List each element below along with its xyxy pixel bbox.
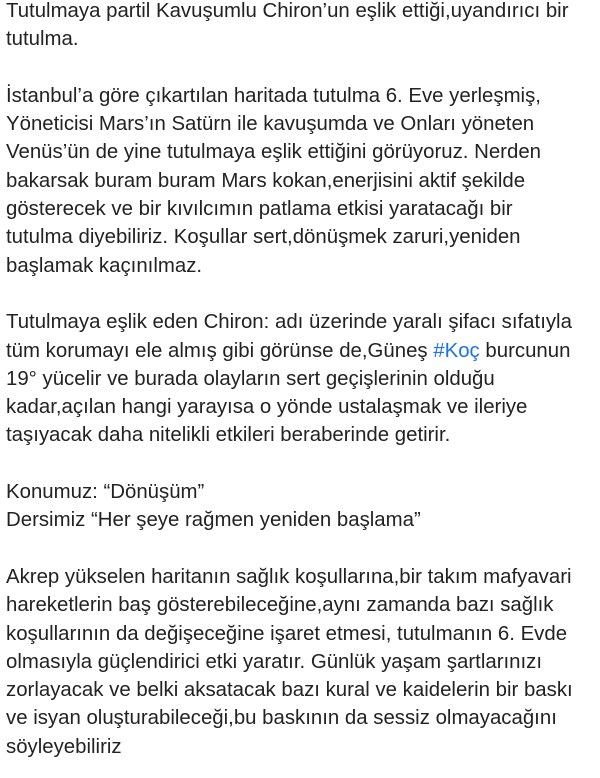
text-line: Venüs’ün de yine tutulmaya eşlik ettiğini görüyoruz. Nerden xyxy=(6,141,541,164)
topic-line: Konumuz: “Dönüşüm” xyxy=(6,481,205,504)
text-line-with-hashtag xyxy=(6,337,592,365)
text-line: zorlayacak ve belki aksatacak bazı kural ve kaidelerin bir baskı xyxy=(6,679,573,702)
text-line: İstanbul’a göre çıkartılan haritada tutulma 6. Eve yerleşmiş, xyxy=(6,84,541,107)
text-line: tutulma. xyxy=(6,28,79,51)
text-line: Tutulmaya eşlik eden Chiron: adı üzerinde yaralı şifacı sıfatıyla xyxy=(6,311,572,334)
text-line: Tutulmaya partil Kavuşumlu Chiron’un eşlik ettiği,uyandırıcı bir xyxy=(6,0,569,22)
text-line: Yöneticisi Mars’ın Satürn ile kavuşumda ve Onları yöneten xyxy=(6,113,535,136)
paragraph-eclipse-intro xyxy=(6,0,592,54)
text-line: söyleyebiliriz xyxy=(6,735,122,758)
text-line: ve isyan oluşturabileceği,bu baskının da sessiz olmayacağını xyxy=(6,707,557,730)
text-line: kadar,açılan hangi yarayısa o yönde ustalaşmak ve ileriye xyxy=(6,396,528,419)
paragraph-scorpio-rising xyxy=(6,563,592,761)
text-line: başlamak kaçınılmaz. xyxy=(6,254,203,277)
hashtag-link[interactable]: #Koç xyxy=(433,339,480,362)
text-line: koşullarının da değişeceğine işaret etmesi, tutulmanın 6. Evde xyxy=(6,622,568,645)
text-segment: burcunun xyxy=(479,339,571,362)
paragraph-istanbul-chart xyxy=(6,82,592,280)
text-line: gösterecek ve bir kıvılcımın patlama etkisi yaratacağı bir xyxy=(6,198,513,221)
paragraph-topic-lesson xyxy=(6,478,592,535)
text-line: olmasıyla güçlendirici etki yaratır. Günlük yaşam şartlarınızı xyxy=(6,650,543,673)
text-line: hareketlerin baş gösterebileceğine,aynı zamanda bazı sağlık xyxy=(6,594,554,617)
paragraph-chiron xyxy=(6,308,592,449)
text-line: 19° yücelir ve burada olayların sert geçişlerinin olduğu xyxy=(6,367,495,390)
text-line: taşıyacak daha nitelikli etkileri beraberinde getirir. xyxy=(6,424,451,447)
text-segment: tüm korumayı ele almış gibi görünse de,Güneş xyxy=(6,339,434,362)
text-line: Akrep yükselen haritanın sağlık koşullarına,bir takım mafyavari xyxy=(6,565,572,588)
lesson-line: Dersimiz “Her şeye rağmen yeniden başlama” xyxy=(6,509,421,532)
text-line: tutulma diyebiliriz. Koşullar sert,dönüşmek zaruri,yeniden xyxy=(6,226,521,249)
text-line: bakarsak buram buram Mars kokan,enerjisini aktif şekilde xyxy=(6,169,526,192)
